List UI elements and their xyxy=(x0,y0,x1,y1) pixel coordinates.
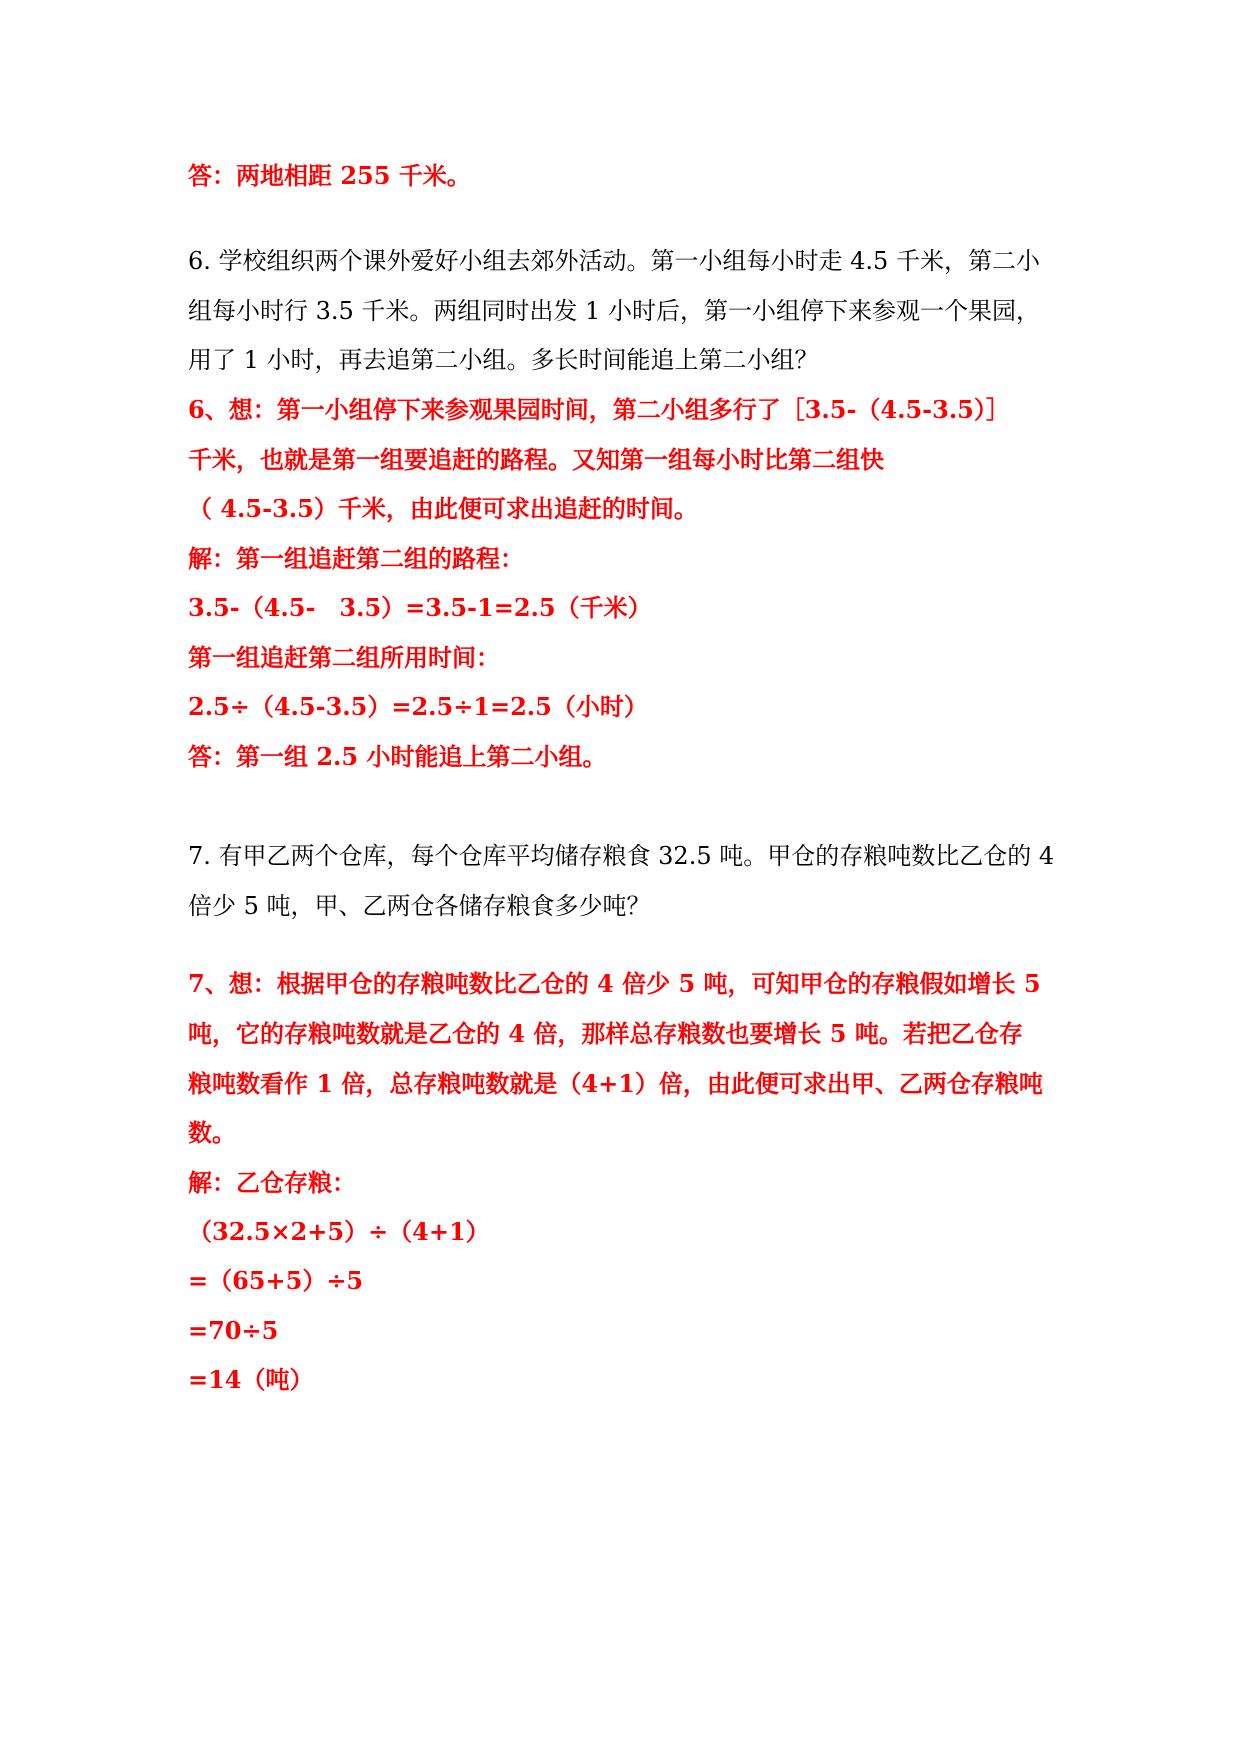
q7-solution-line-2: （32.5×2+5）÷（4+1） xyxy=(188,1217,490,1246)
q6-solution-line-3: 第一组追赶第二组所用时间： xyxy=(188,643,500,672)
q7-solution-line-1: 解：乙仓存粮： xyxy=(188,1168,356,1197)
q6-solution-line-1: 解：第一组追赶第二组的路程： xyxy=(188,544,524,573)
q7-question-line-1: 7. 有甲乙两个仓库，每个仓库平均储存粮食 32.5 吨。甲仓的存粮吨数比乙仓的 4 xyxy=(188,842,1055,870)
previous-answer: 答：两地相距 255 千米。 xyxy=(188,161,471,190)
q6-think-line-2: 千米，也就是第一组要追赶的路程。又知第一组每小时比第二组快 xyxy=(188,445,884,474)
q7-solution-line-3: =（65+5）÷5 xyxy=(188,1266,364,1295)
q6-question-line-3: 用了 1 小时，再去追第二小组。多长时间能追上第二小组？ xyxy=(188,346,819,374)
q6-think-line-3: （ 4.5-3.5）千米，由此便可求出追赶的时间。 xyxy=(188,494,698,523)
q7-think-line-3: 粮吨数看作 1 倍，总存粮吨数就是（4+1）倍，由此便可求出甲、乙两仓存粮吨 xyxy=(188,1069,1043,1098)
q6-solution-line-2: 3.5-（4.5- 3.5）=3.5-1=2.5（千米） xyxy=(188,593,652,622)
q7-think-line-4: 数。 xyxy=(188,1118,236,1147)
q7-solution-line-4: =70÷5 xyxy=(188,1316,279,1345)
q6-question-line-1: 6. 学校组织两个课外爱好小组去郊外活动。第一小组每小时走 4.5 千米，第二小 xyxy=(188,247,1040,275)
q6-answer: 答：第一组 2.5 小时能追上第二小组。 xyxy=(188,742,607,771)
q6-solution-line-4: 2.5÷（4.5-3.5）=2.5÷1=2.5（小时） xyxy=(188,692,648,721)
q6-question-line-2: 组每小时行 3.5 千米。两组同时出发 1 小时后，第一小组停下来参观一个果园， xyxy=(188,297,1040,325)
q6-think-line-1: 6、想：第一小组停下来参观果园时间，第二小组多行了［3.5-（4.5-3.5）］ xyxy=(188,395,1010,424)
q7-question-line-2: 倍少 5 吨，甲、乙两仓各储存粮食多少吨？ xyxy=(188,892,651,920)
q7-solution-line-5: =14（吨） xyxy=(188,1365,314,1394)
q7-think-line-2: 吨，它的存粮吨数就是乙仓的 4 倍，那样总存粮数也要增长 5 吨。若把乙仓存 xyxy=(188,1019,1023,1048)
q7-think-line-1: 7、想：根据甲仓的存粮吨数比乙仓的 4 倍少 5 吨，可知甲仓的存粮假如增长 5 xyxy=(188,969,1041,998)
